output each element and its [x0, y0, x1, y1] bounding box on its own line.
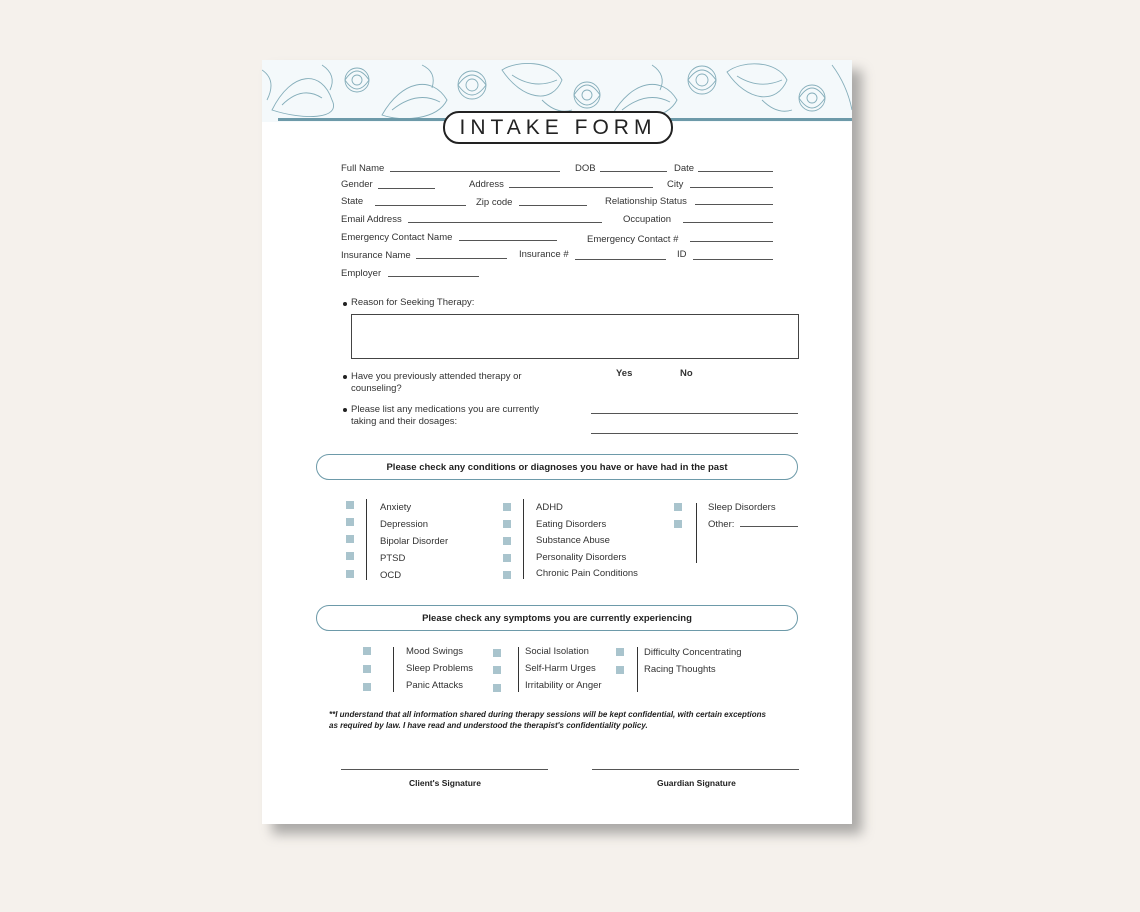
condition-option: Eating Disorders: [536, 519, 607, 530]
condition-option: Chronic Pain Conditions: [536, 568, 638, 579]
column-divider: [518, 647, 519, 692]
medications-question: Please list any medications you are currently taking and their dosages:: [351, 404, 539, 427]
relationship-status-label: Relationship Status: [605, 196, 687, 207]
insurance-name-label: Insurance Name: [341, 250, 411, 261]
personality-disorders-checkbox[interactable]: [503, 554, 511, 562]
occupation-label: Occupation: [623, 214, 672, 225]
substance-abuse-checkbox[interactable]: [503, 537, 511, 545]
yes-option[interactable]: Yes: [616, 368, 633, 379]
symptom-option: Sleep Problems: [406, 663, 474, 674]
ptsd-checkbox[interactable]: [346, 552, 354, 560]
column-divider: [366, 499, 367, 580]
emergency-contact-number-label: Emergency Contact #: [587, 234, 679, 245]
symptoms-heading: Please check any symptoms you are currently experiencing: [316, 605, 798, 631]
panic-attacks-checkbox[interactable]: [363, 683, 371, 691]
full-name-field[interactable]: [390, 171, 560, 172]
bullet-icon: [343, 302, 347, 306]
racing-thoughts-checkbox[interactable]: [616, 666, 624, 674]
other-condition-field[interactable]: [740, 526, 798, 527]
symptom-option: Social Isolation: [525, 646, 589, 657]
reason-question: Reason for Seeking Therapy:: [351, 297, 475, 308]
emergency-contact-name-label: Emergency Contact Name: [341, 232, 453, 243]
column-divider: [523, 499, 524, 579]
confidentiality-disclaimer: **I understand that all information shared during therapy sessions will be kept confidential, with certain exceptions as required by law. I have read and understood the therapist's confidentiality policy.: [329, 710, 766, 730]
medications-line-1[interactable]: [591, 413, 798, 414]
bullet-icon: [343, 375, 347, 379]
previous-therapy-question: Have you previously attended therapy or counseling?: [351, 371, 522, 394]
social-isolation-checkbox[interactable]: [493, 649, 501, 657]
eating-disorders-checkbox[interactable]: [503, 520, 511, 528]
difficulty-concentrating-checkbox[interactable]: [616, 648, 624, 656]
client-signature-field[interactable]: [341, 769, 548, 770]
id-label: ID: [677, 249, 687, 260]
other-checkbox[interactable]: [674, 520, 682, 528]
symptom-option: Self-Harm Urges: [525, 663, 596, 674]
state-field[interactable]: [375, 205, 466, 206]
city-label: City: [667, 179, 684, 190]
intake-form-page: [262, 60, 852, 824]
client-signature-label: Client's Signature: [409, 778, 481, 788]
gender-field[interactable]: [378, 188, 435, 189]
guardian-signature-field[interactable]: [592, 769, 799, 770]
employer-label: Employer: [341, 268, 382, 279]
adhd-checkbox[interactable]: [503, 503, 511, 511]
bipolar-disorder-checkbox[interactable]: [346, 535, 354, 543]
condition-option: Anxiety: [380, 502, 412, 513]
depression-checkbox[interactable]: [346, 518, 354, 526]
employer-field[interactable]: [388, 276, 479, 277]
gender-label: Gender: [341, 179, 373, 190]
date-label: Date: [674, 163, 695, 174]
city-field[interactable]: [690, 187, 773, 188]
condition-option: Other:: [708, 519, 735, 530]
sleep-problems-checkbox[interactable]: [363, 665, 371, 673]
insurance-number-field[interactable]: [575, 259, 666, 260]
column-divider: [637, 647, 638, 692]
email-address-label: Email Address: [341, 214, 402, 225]
medications-line-2[interactable]: [591, 433, 798, 434]
email-address-field[interactable]: [408, 222, 602, 223]
sleep-disorders-checkbox[interactable]: [674, 503, 682, 511]
form-title: INTAKE FORM: [443, 111, 673, 144]
symptom-option: Racing Thoughts: [644, 664, 716, 675]
anxiety-checkbox[interactable]: [346, 501, 354, 509]
dob-label: DOB: [575, 163, 596, 174]
symptom-option: Difficulty Concentrating: [644, 647, 742, 658]
bullet-icon: [343, 408, 347, 412]
full-name-label: Full Name: [341, 163, 385, 174]
condition-option: Bipolar Disorder: [380, 536, 449, 547]
emergency-contact-name-field[interactable]: [459, 240, 557, 241]
symptom-option: Mood Swings: [406, 646, 464, 657]
irritability-checkbox[interactable]: [493, 684, 501, 692]
relationship-status-field[interactable]: [695, 204, 773, 205]
reason-textarea[interactable]: [351, 314, 799, 359]
emergency-contact-number-field[interactable]: [690, 241, 773, 242]
no-option[interactable]: No: [680, 368, 693, 379]
insurance-number-label: Insurance #: [519, 249, 569, 260]
symptom-option: Panic Attacks: [406, 680, 464, 691]
id-field[interactable]: [693, 259, 773, 260]
condition-option: Depression: [380, 519, 429, 530]
zip-code-field[interactable]: [519, 205, 587, 206]
ocd-checkbox[interactable]: [346, 570, 354, 578]
symptom-option: Irritability or Anger: [525, 680, 602, 691]
insurance-name-field[interactable]: [416, 258, 507, 259]
chronic-pain-checkbox[interactable]: [503, 571, 511, 579]
address-field[interactable]: [509, 187, 653, 188]
condition-option: OCD: [380, 570, 402, 581]
date-field[interactable]: [698, 171, 773, 172]
conditions-heading: Please check any conditions or diagnoses you have or have had in the past: [316, 454, 798, 480]
column-divider: [696, 503, 697, 563]
state-label: State: [341, 196, 364, 207]
condition-option: Substance Abuse: [536, 535, 610, 546]
condition-option: Sleep Disorders: [708, 502, 776, 513]
zip-code-label: Zip code: [476, 197, 513, 208]
column-divider: [393, 647, 394, 692]
self-harm-urges-checkbox[interactable]: [493, 666, 501, 674]
dob-field[interactable]: [600, 171, 667, 172]
condition-option: ADHD: [536, 502, 563, 513]
condition-option: PTSD: [380, 553, 406, 564]
condition-option: Personality Disorders: [536, 552, 627, 563]
occupation-field[interactable]: [683, 222, 773, 223]
mood-swings-checkbox[interactable]: [363, 647, 371, 655]
guardian-signature-label: Guardian Signature: [657, 778, 736, 788]
address-label: Address: [469, 179, 504, 190]
